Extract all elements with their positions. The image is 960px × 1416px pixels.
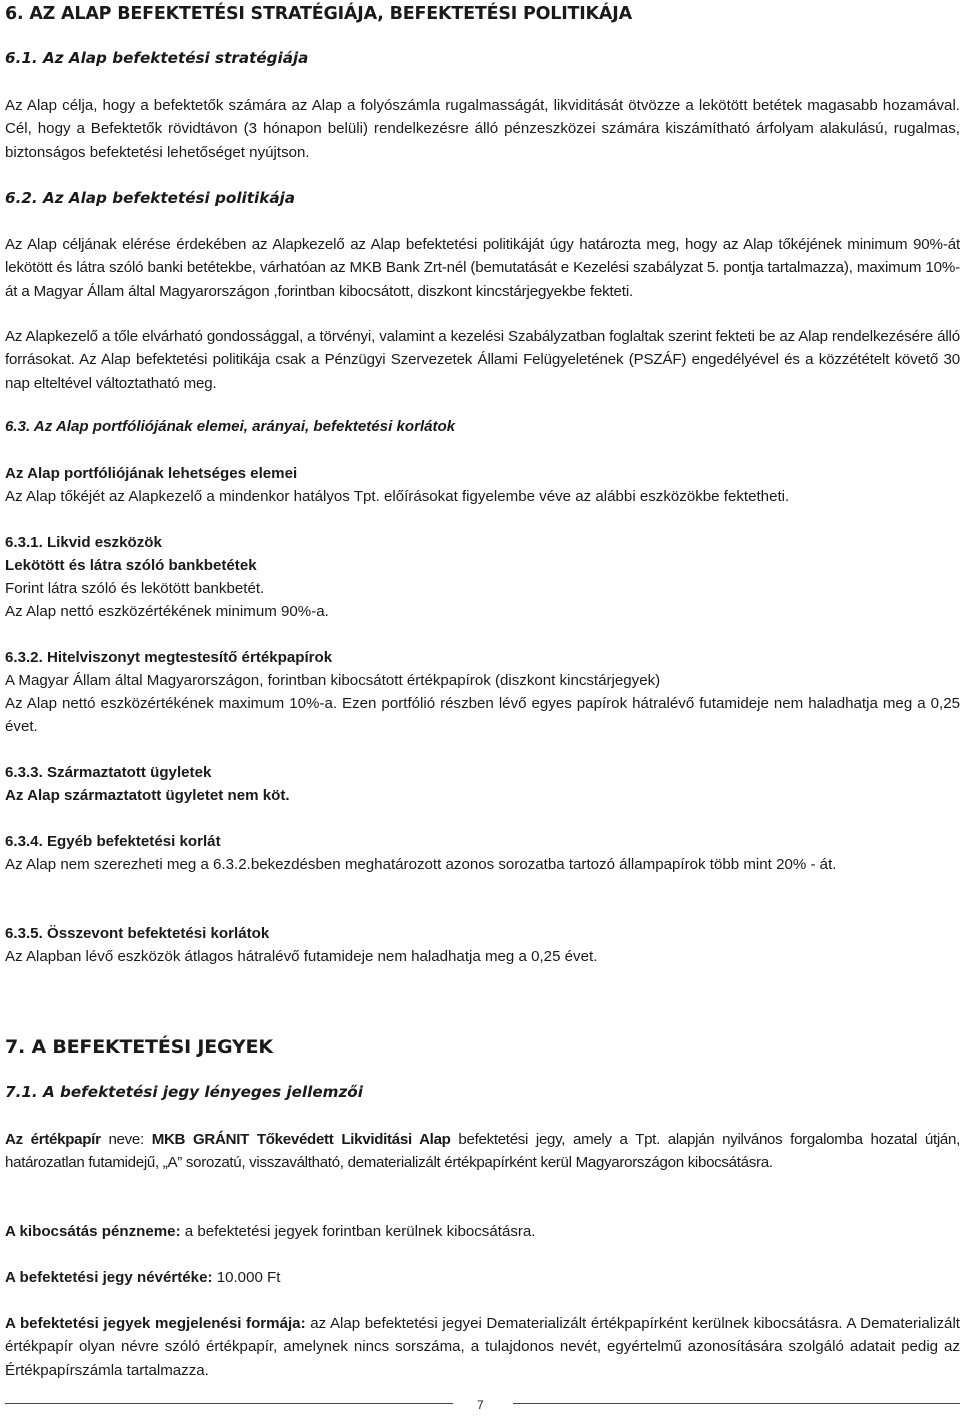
paragraph-1-rest: befektetési jegy, amely a Tpt. alapján nyilvános forgalomba hozatal útján, határozatlan futamidejű, „A” sorozatú, visszaváltható, dematerializált értékpapírként kerül Magyarországon kibocsátásra. — [5, 1131, 960, 1172]
section-7-1-paragraph-4 — [5, 1312, 960, 1382]
section-6-3-1-line-2: Az Alap nettó eszközértékének minimum 90%-a. — [5, 603, 329, 620]
currency-label: A kibocsátás pénzneme: — [5, 1223, 181, 1240]
section-7-1-paragraph-1 — [5, 1128, 960, 1175]
currency-value: a befektetési jegyek forintban kerülnek kibocsátásra. — [180, 1223, 536, 1240]
section-6-3-4-heading: 6.3.4. Egyéb befektetési korlát — [5, 833, 221, 850]
section-6-3-subheading: Az Alap portfóliójának lehetséges elemei — [5, 465, 298, 482]
section-7-1-heading: 7.1. A befektetési jegy lényeges jellemzői — [5, 1083, 363, 1101]
fund-name: MKB GRÁNIT Tőkevédett Likviditási Alap — [151, 1131, 451, 1148]
section-6-3-2-line-2: Az Alap nettó eszközértékének maximum 10%-a. Ezen portfólió részben lévő egyes papírok hátralévő futamideje nem haladhatja meg a 0,25 évet. — [5, 695, 960, 736]
section-6-3-5-paragraph: Az Alapban lévő eszközök átlagos hátralévő futamideje nem haladhatja meg a 0,25 évet. — [5, 948, 598, 965]
section-6-2-paragraph-1: Az Alap céljának elérése érdekében az Alapkezelő az Alap befektetési politikáját úgy határozta meg, hogy az Alap tőkéjének minimum 90%-át lekötött és látra szóló banki betétekbe, várhatóan az MKB Bank Zrt-nél (bemutatását e Kezelési szabályzat 5. pontja tartalmazza), maximum 10%-át a Magyar Állam által Magyarországon ,forintban kibocsátott, diszkont kincstárjegyekbe fekteti. — [5, 236, 960, 300]
section-6-3-1-subheading: Lekötött és látra szóló bankbetétek — [5, 557, 257, 574]
footer-rule-left — [5, 1403, 453, 1404]
section-7-heading: 7. A BEFEKTETÉSI JEGYEK — [5, 1036, 273, 1058]
section-6-2-paragraph-2: Az Alapkezelő a tőle elvárható gondossággal, a törvényi, valamint a kezelési Szabályzatban foglaltak szerint fekteti be az Alap rendelkezésére álló forrásokat. Az Alap befektetési politikája csak a Pénzügyi Szervezetek Állami Felügyeletének (PSZÁF) engedélyével és a közzétételt követő 30 nap elteltével változtatható meg. — [5, 328, 960, 392]
section-6-3-1-heading: 6.3.1. Likvid eszközök — [5, 534, 162, 551]
section-6-3-5-heading: 6.3.5. Összevont befektetési korlátok — [5, 925, 270, 942]
section-6-3-heading: 6.3. Az Alap portfóliójának elemei, arányai, befektetési korlátok — [5, 418, 456, 435]
section-7-1-paragraph-3 — [5, 1266, 960, 1289]
form-label: A befektetési jegyek megjelenési formája: — [5, 1315, 306, 1332]
form-description: az Alap befektetési jegyei Dematerializált értékpapírként kerülnek kibocsátásra. A Dematerializált értékpapír olyan névre szóló értékpapír, amelynek nincs sorszáma, a tulajdonos nevét, egyértelmű azonosítására szolgáló adatait pedig az Értékpapírszámla tartalmazza. — [5, 1315, 960, 1379]
section-6-heading: 6. AZ ALAP BEFEKTETÉSI STRATÉGIÁJA, BEFEKTETÉSI POLITIKÁJA — [5, 4, 632, 24]
section-6-3-3-subheading: Az Alap származtatott ügyletet nem köt. — [5, 787, 290, 804]
footer-rule-right — [513, 1403, 960, 1404]
face-value: 10.000 Ft — [212, 1269, 281, 1286]
face-value-label: A befektetési jegy névértéke: — [5, 1269, 213, 1286]
page-number: 7 — [477, 1398, 484, 1412]
section-6-2-heading: 6.2. Az Alap befektetési politikája — [5, 189, 296, 207]
section-6-3-paragraph: Az Alap tőkéjét az Alapkezelő a mindenkor hatályos Tpt. előírásokat figyelembe véve az alábbi eszközökbe fektetheti. — [5, 488, 790, 505]
section-6-3-3-heading: 6.3.3. Származtatott ügyletek — [5, 764, 212, 781]
section-6-3-2-line-1: A Magyar Állam által Magyarországon, forintban kibocsátott értékpapírok (diszkont kincstárjegyek) — [5, 672, 661, 689]
section-6-1-paragraph: Az Alap célja, hogy a befektetők számára az Alap a folyószámla rugalmasságát, likviditását ötvözze a lekötött betétek magasabb hozamával. Cél, hogy a Befektetők rövidtávon (3 hónapon belüli) rendelkezésre álló pénzeszközei számára kiszámítható árfolyam alakulású, rugalmas, biztonságos befektetési lehetőséget nyújtson. — [5, 97, 960, 161]
section-6-1-heading: 6.1. Az Alap befektetési stratégiája — [5, 49, 309, 67]
section-6-3-2-heading: 6.3.2. Hitelviszonyt megtestesítő értékpapírok — [5, 649, 333, 666]
name-label: neve: — [100, 1131, 152, 1148]
section-7-1-paragraph-2 — [5, 1220, 960, 1243]
section-6-3-4-paragraph: Az Alap nem szerezheti meg a 6.3.2.bekezdésben meghatározott azonos sorozatba tartozó állampapírok több mint 20% - át. — [5, 856, 837, 873]
securities-label: Az értékpapír — [5, 1131, 101, 1148]
section-6-3-1-line-1: Forint látra szóló és lekötött bankbetét. — [5, 580, 265, 597]
